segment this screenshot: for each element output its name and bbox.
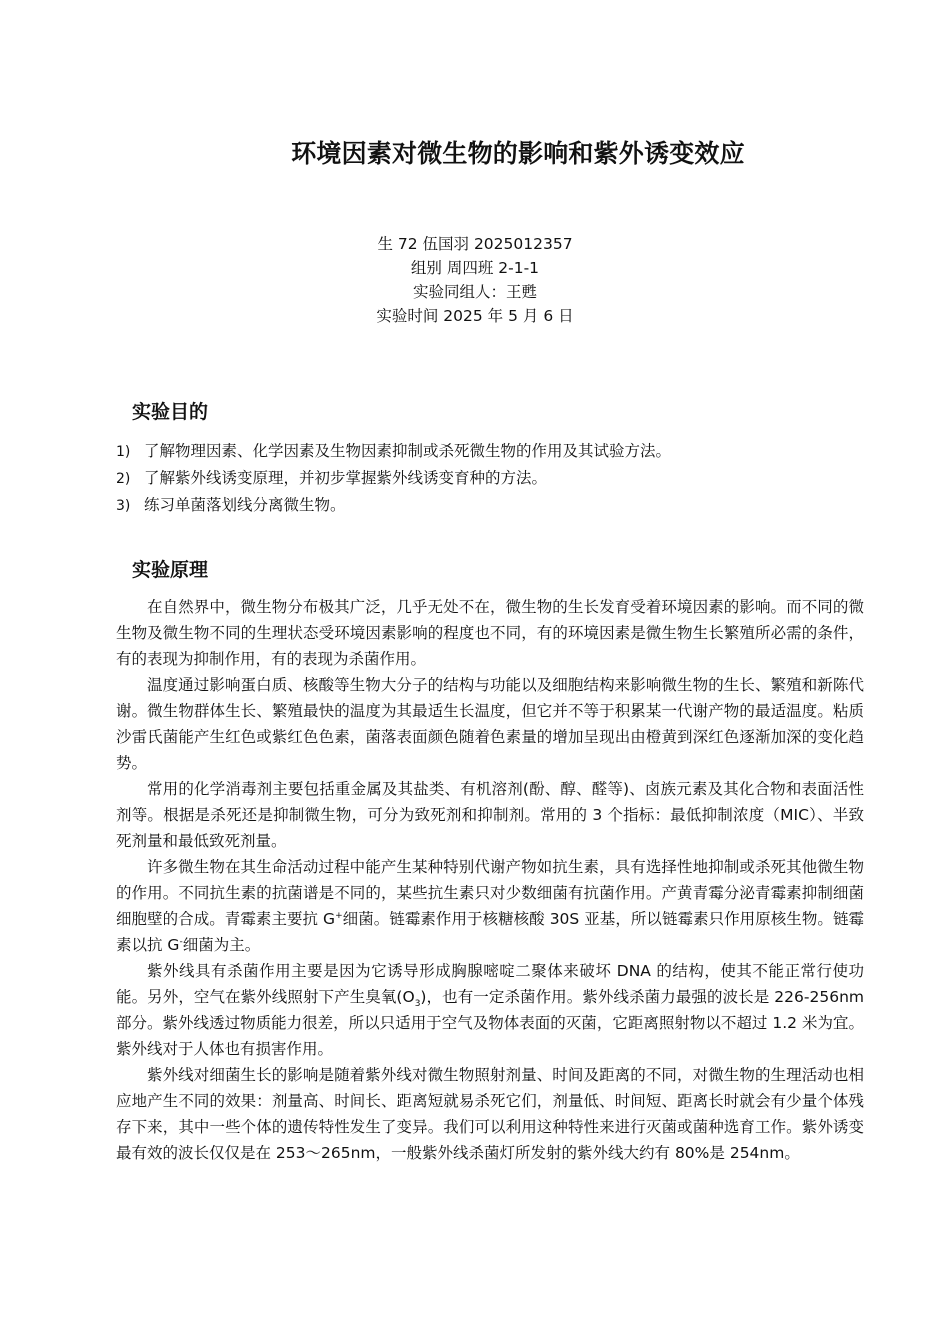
- paragraph-uv-mutation: 紫外线对细菌生长的影响是随着紫外线对微生物照射剂量、时间及距离的不同，对微生物的生理活动也相应地产生不同的效果：剂量高、时间长、距离短就易杀死它们，剂量低、时间短、距离长时就会有少量个体残存下来，其中一些个体的遗传特性发生了变异。我们可以利用这种特性来进行灭菌或菌种选育工作。紫外诱变最有效的波长仅仅是在 253～265nm，一般紫外线杀菌灯所发射的紫外线大约有 80%是 254nm。: [116, 1066, 864, 1162]
- document-title: 环境因素对微生物的影响和紫外诱变效应: [291, 139, 745, 168]
- author-line: 生 72 伍国羽 2025012357: [377, 235, 573, 253]
- list-text: 练习单菌落划线分离微生物。: [144, 496, 346, 514]
- list-text: 了解物理因素、化学因素及生物因素抑制或杀死微生物的作用及其试验方法。: [144, 442, 672, 460]
- paragraph-text: 紫外线具有杀菌作用主要是因为它诱导形成胸腺嘧啶二聚体来破坏 DNA 的结构，使其不能正常行使功能。另外，空气在紫外线照射下产生臭氧(O: [116, 962, 864, 1006]
- list-item: [116, 492, 876, 519]
- paragraph-antibiotic: [116, 854, 864, 958]
- list-item: [116, 465, 876, 492]
- paragraph-text: 细菌。链霉素作用于核糖核酸 30S 亚基，所以链霉素只作用原核生物。链霉素以抗 G: [116, 910, 864, 954]
- list-text: 了解紫外线诱变原理，并初步掌握紫外线诱变育种的方法。: [144, 469, 548, 487]
- principle-body: [116, 594, 864, 1166]
- paragraph-environment: 在自然界中，微生物分布极其广泛，几乎无处不在，微生物的生长发育受着环境因素的影响。而不同的微生物及微生物不同的生理状态受环境因素影响的程度也不同，有的环境因素是微生物生长繁殖所必需的条件，有的表现为抑制作用，有的表现为杀菌作用。: [116, 598, 864, 668]
- list-item: [116, 438, 876, 465]
- purpose-heading: 实验目的: [132, 401, 209, 423]
- purpose-list: [116, 438, 876, 519]
- superscript-plus: +: [335, 910, 343, 921]
- paragraph-uv-sterilization: [116, 958, 864, 1062]
- author-info-block: [0, 232, 950, 328]
- paragraph-text: 细菌为主。: [182, 936, 261, 954]
- date-line: 实验时间 2025 年 5 月 6 日: [376, 307, 574, 325]
- paragraph-chemical: 常用的化学消毒剂主要包括重金属及其盐类、有机溶剂(酚、醇、醛等)、卤族元素及其化合物和表面活性剂等。根据是杀死还是抑制微生物，可分为致死剂和抑制剂。常用的 3 个指标：最低抑制浓度（MIC）、半致死剂量和最低致死剂量。: [116, 780, 864, 850]
- paragraph-temperature: 温度通过影响蛋白质、核酸等生物大分子的结构与功能以及细胞结构来影响微生物的生长、繁殖和新陈代谢。微生物群体生长、繁殖最快的温度为其最适生长温度，但它并不等于积累某一代谢产物的最适温度。粘质沙雷氏菌能产生红色或紫红色色素，菌落表面颜色随着色素量的增加呈现出由橙黄到深红色逐渐加深的变化趋势。: [116, 676, 864, 772]
- paragraph-text: )，也有一定杀菌作用。紫外线杀菌力最强的波长是 226-256nm 部分。紫外线透过物质能力很差，所以只适用于空气及物体表面的灭菌，它距离照射物以不超过 1.2 米为宜。紫外线对于人体也有损害作用。: [116, 988, 864, 1058]
- list-number: 1): [116, 444, 131, 460]
- subscript-three: 3: [414, 999, 421, 1010]
- list-number: 2): [116, 471, 131, 487]
- superscript-minus: -: [179, 936, 183, 947]
- paragraph-text: 许多微生物在其生命活动过程中能产生某种特别代谢产物如抗生素，具有选择性地抑制或杀死其他微生物的作用。不同抗生素的抗菌谱是不同的，某些抗生素只对少数细菌有抗菌作用。产黄青霉分泌青霉素抑制细菌细胞壁的合成。青霉素主要抗 G: [116, 858, 864, 928]
- group-line: 组别 周四班 2-1-1: [410, 259, 540, 277]
- list-number: 3): [116, 498, 131, 514]
- principle-heading: 实验原理: [132, 559, 209, 581]
- partner-line: 实验同组人：王甦: [412, 283, 537, 301]
